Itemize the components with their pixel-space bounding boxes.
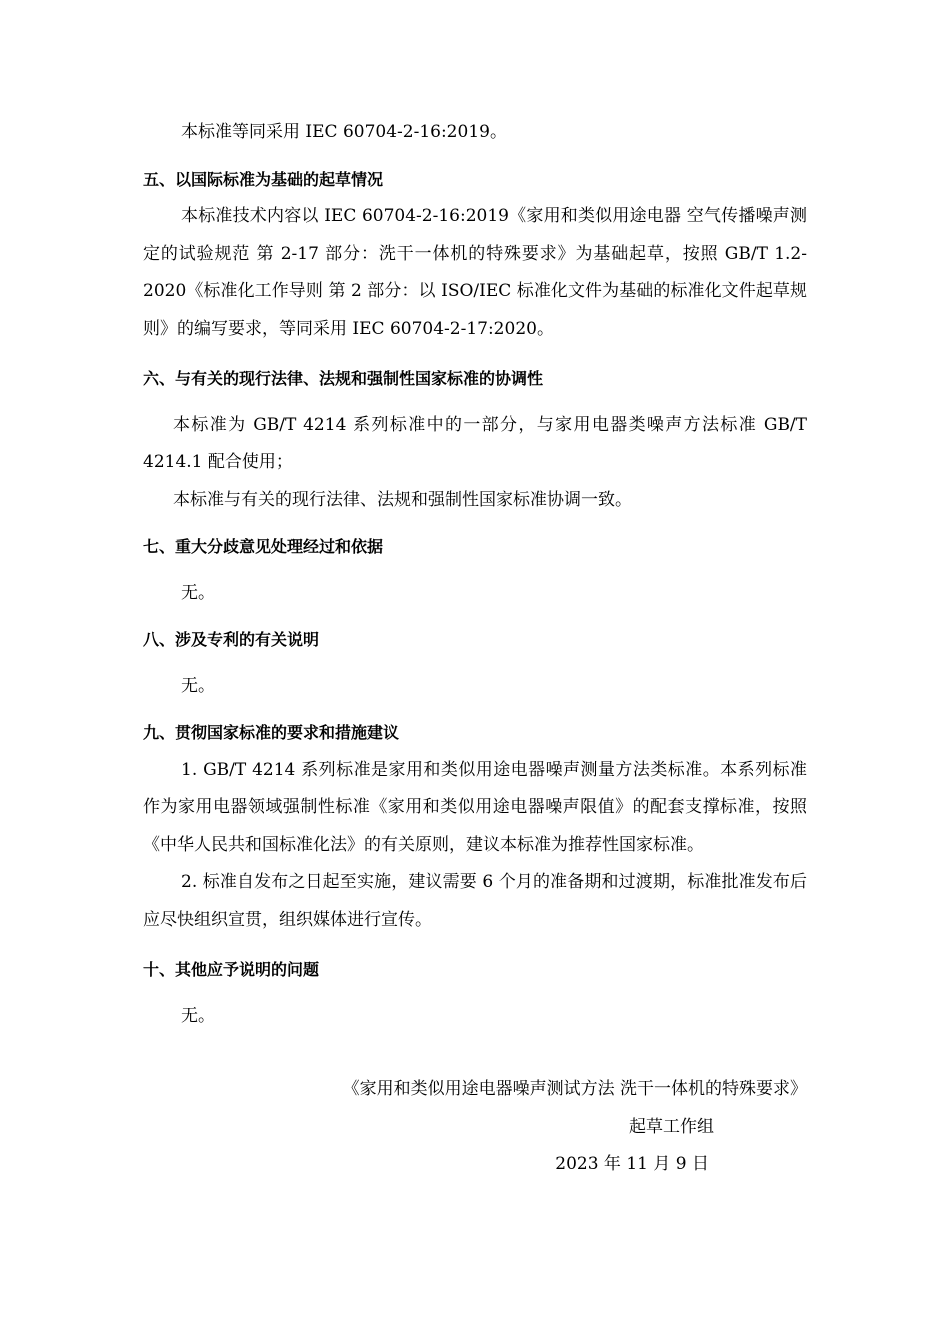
signature-standard-title: 《家用和类似用途电器噪声测试方法 洗干一体机的特殊要求》 [342, 1079, 807, 1099]
section-10-paragraph-1: 无。 [181, 1005, 215, 1026]
section-8-paragraph-1: 无。 [181, 675, 215, 696]
document-body [143, 114, 807, 1035]
section-heading-6: 六、与有关的现行法律、法规和强制性国家标准的协调性 [143, 369, 544, 388]
intro-paragraph: 本标准等同采用 IEC 60704-2-16:2019。 [181, 122, 507, 142]
section-6-paragraph-1: 本标准为 GB/T 4214 系列标准中的一部分，与家用电器类噪声方法标准 GB/T 4214.1 配合使用； [143, 414, 807, 472]
section-5-paragraph-1: 本标准技术内容以 IEC 60704-2-16:2019《家用和类似用途电器 空气传播噪声测定的试验规范 第 2-17 部分：洗干一体机的特殊要求》为基础起草，按照 GB/T 1.2-2020《标准化工作导则 第 2 部分：以 ISO/IEC 标准化文件为基础的标准化文件起草规则》的编写要求，等同采用 IEC 60704-2-17:2020。 [143, 206, 807, 339]
section-heading-5: 五、以国际标准为基础的起草情况 [143, 169, 384, 189]
signature-block [143, 1071, 807, 1184]
section-heading-9: 九、贯彻国家标准的要求和措施建议 [143, 723, 400, 742]
signature-group: 起草工作组 [629, 1116, 714, 1137]
section-9-paragraph-1: 1. GB/T 4214 系列标准是家用和类似用途电器噪声测量方法类标准。本系列标准作为家用电器领域强制性标准《家用和类似用途电器噪声限值》的配套支撑标准，按照《中华人民共和国标准化法》的有关原则，建议本标准为推荐性国家标准。 [143, 759, 807, 855]
section-7-paragraph-1: 无。 [181, 582, 215, 603]
section-heading-8: 八、涉及专利的有关说明 [143, 630, 320, 649]
section-heading-7: 七、重大分歧意见处理经过和依据 [143, 537, 384, 556]
section-9-paragraph-2: 2. 标准自发布之日起至实施，建议需要 6 个月的准备期和过渡期，标准批准发布后应尽快组织宣贯，组织媒体进行宣传。 [143, 872, 807, 930]
signature-date: 2023 年 11 月 9 日 [555, 1154, 709, 1174]
section-heading-10: 十、其他应予说明的问题 [143, 960, 320, 979]
section-6-paragraph-2: 本标准与有关的现行法律、法规和强制性国家标准协调一致。 [173, 489, 632, 510]
